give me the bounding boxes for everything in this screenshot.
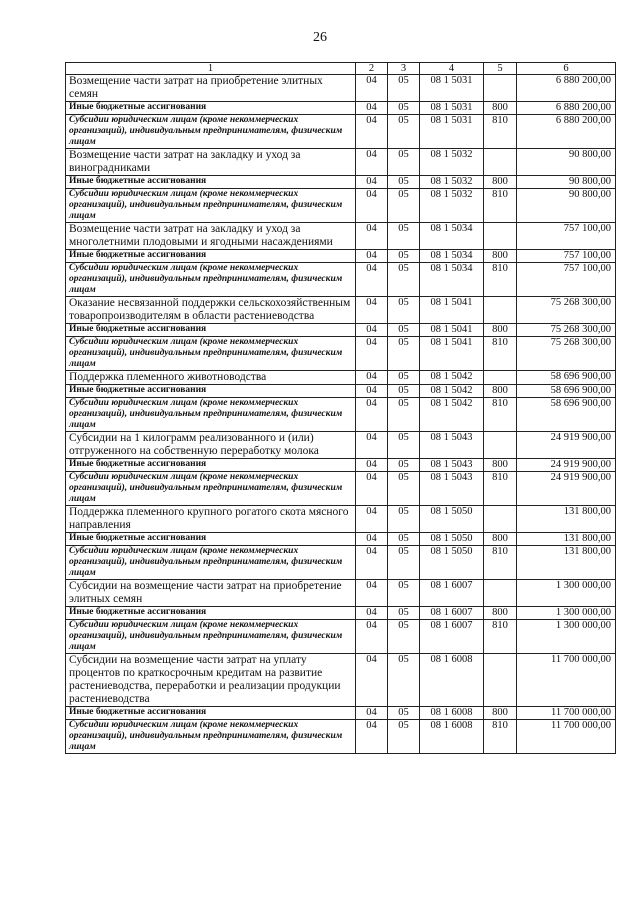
table-row: [66, 385, 616, 398]
table-row: [66, 607, 616, 620]
row-target-item-cell: 08 1 5031: [420, 75, 484, 102]
row-amount-cell: 757 100,00: [517, 223, 616, 250]
row-target-item-cell: 08 1 5042: [420, 398, 484, 432]
row-amount-cell: 24 919 900,00: [517, 459, 616, 472]
table-row: [66, 263, 616, 297]
row-target-item-cell: 08 1 6008: [420, 707, 484, 720]
row-section-cell: 04: [356, 176, 388, 189]
row-expense-type-cell: 810: [484, 720, 517, 754]
col-header-6: 6: [517, 63, 616, 75]
row-target-item-cell: 08 1 5050: [420, 546, 484, 580]
row-subsection-cell: 05: [388, 263, 420, 297]
row-subsection-cell: 05: [388, 385, 420, 398]
row-expense-type-cell: 810: [484, 189, 517, 223]
table-row: [66, 75, 616, 102]
row-amount-cell: 75 268 300,00: [517, 324, 616, 337]
row-target-item-cell: 08 1 5050: [420, 533, 484, 546]
row-expense-type-cell: 800: [484, 459, 517, 472]
table-row: [66, 533, 616, 546]
row-amount-cell: 58 696 900,00: [517, 371, 616, 385]
row-section-cell: 04: [356, 102, 388, 115]
row-amount-cell: 11 700 000,00: [517, 720, 616, 754]
row-name-cell: Субсидии юридическим лицам (кроме некоммерческих организаций), индивидуальным предпринимателям, физическим лицам: [66, 720, 356, 754]
col-header-4: 4: [420, 63, 484, 75]
table-row: [66, 371, 616, 385]
row-subsection-cell: 05: [388, 223, 420, 250]
row-subsection-cell: 05: [388, 620, 420, 654]
table-row: [66, 654, 616, 707]
row-subsection-cell: 05: [388, 607, 420, 620]
table-row: [66, 324, 616, 337]
row-target-item-cell: 08 1 5032: [420, 189, 484, 223]
row-amount-cell: 58 696 900,00: [517, 398, 616, 432]
row-name-cell: Субсидии юридическим лицам (кроме некоммерческих организаций), индивидуальным предпринимателям, физическим лицам: [66, 546, 356, 580]
row-expense-type-cell: 800: [484, 250, 517, 263]
row-expense-type-cell: 810: [484, 263, 517, 297]
row-target-item-cell: 08 1 5032: [420, 149, 484, 176]
row-section-cell: 04: [356, 580, 388, 607]
row-section-cell: 04: [356, 506, 388, 533]
row-amount-cell: 1 300 000,00: [517, 607, 616, 620]
row-subsection-cell: 05: [388, 324, 420, 337]
row-name-cell: Возмещение части затрат на закладку и уход за виноградниками: [66, 149, 356, 176]
row-expense-type-cell: [484, 371, 517, 385]
row-subsection-cell: 05: [388, 75, 420, 102]
row-name-cell: Субсидии на возмещение части затрат на приобретение элитных семян: [66, 580, 356, 607]
row-section-cell: 04: [356, 385, 388, 398]
row-name-cell: Иные бюджетные ассигнования: [66, 607, 356, 620]
row-amount-cell: 24 919 900,00: [517, 432, 616, 459]
row-amount-cell: 757 100,00: [517, 263, 616, 297]
row-target-item-cell: 08 1 6008: [420, 720, 484, 754]
row-name-cell: Субсидии на возмещение части затрат на уплату процентов по краткосрочным кредитам на развитие растениеводства, переработки и реализации продукции растениеводства: [66, 654, 356, 707]
row-amount-cell: 131 800,00: [517, 533, 616, 546]
row-section-cell: 04: [356, 607, 388, 620]
row-target-item-cell: 08 1 5050: [420, 506, 484, 533]
table-row: [66, 189, 616, 223]
row-subsection-cell: 05: [388, 149, 420, 176]
row-expense-type-cell: [484, 149, 517, 176]
row-target-item-cell: 08 1 5043: [420, 472, 484, 506]
row-target-item-cell: 08 1 5043: [420, 459, 484, 472]
row-section-cell: 04: [356, 189, 388, 223]
row-expense-type-cell: 810: [484, 620, 517, 654]
row-expense-type-cell: 800: [484, 176, 517, 189]
col-header-3: 3: [388, 63, 420, 75]
row-amount-cell: 6 880 200,00: [517, 115, 616, 149]
row-section-cell: 04: [356, 459, 388, 472]
row-subsection-cell: 05: [388, 189, 420, 223]
table-row: [66, 459, 616, 472]
row-amount-cell: 90 800,00: [517, 189, 616, 223]
row-name-cell: Субсидии юридическим лицам (кроме некоммерческих организаций), индивидуальным предпринимателям, физическим лицам: [66, 472, 356, 506]
row-subsection-cell: 05: [388, 459, 420, 472]
row-target-item-cell: 08 1 5041: [420, 337, 484, 371]
row-amount-cell: 75 268 300,00: [517, 297, 616, 324]
row-amount-cell: 1 300 000,00: [517, 580, 616, 607]
row-section-cell: 04: [356, 115, 388, 149]
row-amount-cell: 131 800,00: [517, 506, 616, 533]
row-section-cell: 04: [356, 324, 388, 337]
row-target-item-cell: 08 1 5041: [420, 324, 484, 337]
row-expense-type-cell: [484, 580, 517, 607]
row-target-item-cell: 08 1 5032: [420, 176, 484, 189]
row-target-item-cell: 08 1 5034: [420, 250, 484, 263]
table-row: [66, 337, 616, 371]
row-expense-type-cell: [484, 654, 517, 707]
row-expense-type-cell: [484, 297, 517, 324]
row-name-cell: Иные бюджетные ассигнования: [66, 459, 356, 472]
table-row: [66, 506, 616, 533]
row-amount-cell: 757 100,00: [517, 250, 616, 263]
row-subsection-cell: 05: [388, 250, 420, 263]
table-row: [66, 432, 616, 459]
row-name-cell: Иные бюджетные ассигнования: [66, 533, 356, 546]
row-section-cell: 04: [356, 263, 388, 297]
row-subsection-cell: 05: [388, 297, 420, 324]
table-row: [66, 149, 616, 176]
row-expense-type-cell: 800: [484, 607, 517, 620]
row-expense-type-cell: 800: [484, 324, 517, 337]
row-amount-cell: 11 700 000,00: [517, 654, 616, 707]
row-subsection-cell: 05: [388, 176, 420, 189]
row-subsection-cell: 05: [388, 654, 420, 707]
table-row: [66, 398, 616, 432]
row-amount-cell: 24 919 900,00: [517, 472, 616, 506]
row-expense-type-cell: 810: [484, 546, 517, 580]
row-target-item-cell: 08 1 5034: [420, 263, 484, 297]
row-section-cell: 04: [356, 223, 388, 250]
table-row: [66, 297, 616, 324]
row-section-cell: 04: [356, 654, 388, 707]
row-target-item-cell: 08 1 5031: [420, 102, 484, 115]
row-name-cell: Субсидии юридическим лицам (кроме некоммерческих организаций), индивидуальным предпринимателям, физическим лицам: [66, 398, 356, 432]
row-section-cell: 04: [356, 371, 388, 385]
row-target-item-cell: 08 1 5031: [420, 115, 484, 149]
row-section-cell: 04: [356, 533, 388, 546]
row-section-cell: 04: [356, 297, 388, 324]
row-name-cell: Субсидии юридическим лицам (кроме некоммерческих организаций), индивидуальным предпринимателям, физическим лицам: [66, 189, 356, 223]
row-name-cell: Субсидии на 1 килограмм реализованного и (или) отгруженного на собственную переработку молока: [66, 432, 356, 459]
row-expense-type-cell: 810: [484, 472, 517, 506]
row-section-cell: 04: [356, 546, 388, 580]
row-name-cell: Иные бюджетные ассигнования: [66, 250, 356, 263]
row-expense-type-cell: [484, 506, 517, 533]
row-section-cell: 04: [356, 720, 388, 754]
row-subsection-cell: 05: [388, 707, 420, 720]
row-name-cell: Иные бюджетные ассигнования: [66, 176, 356, 189]
row-name-cell: Оказание несвязанной поддержки сельскохозяйственным товаропроизводителям в области растениеводства: [66, 297, 356, 324]
row-expense-type-cell: [484, 75, 517, 102]
row-subsection-cell: 05: [388, 720, 420, 754]
row-amount-cell: 131 800,00: [517, 546, 616, 580]
row-expense-type-cell: [484, 223, 517, 250]
table-row: [66, 720, 616, 754]
row-subsection-cell: 05: [388, 398, 420, 432]
row-section-cell: 04: [356, 472, 388, 506]
table-row: [66, 102, 616, 115]
table-row: [66, 580, 616, 607]
row-name-cell: Иные бюджетные ассигнования: [66, 385, 356, 398]
row-target-item-cell: 08 1 5041: [420, 297, 484, 324]
table-row: [66, 707, 616, 720]
row-name-cell: Субсидии юридическим лицам (кроме некоммерческих организаций), индивидуальным предпринимателям, физическим лицам: [66, 620, 356, 654]
row-target-item-cell: 08 1 6007: [420, 620, 484, 654]
table-row: [66, 250, 616, 263]
row-section-cell: 04: [356, 398, 388, 432]
row-expense-type-cell: 800: [484, 102, 517, 115]
row-name-cell: Иные бюджетные ассигнования: [66, 102, 356, 115]
row-name-cell: Субсидии юридическим лицам (кроме некоммерческих организаций), индивидуальным предпринимателям, физическим лицам: [66, 263, 356, 297]
row-target-item-cell: 08 1 5034: [420, 223, 484, 250]
table-row: [66, 223, 616, 250]
row-name-cell: Возмещение части затрат на приобретение элитных семян: [66, 75, 356, 102]
row-name-cell: Субсидии юридическим лицам (кроме некоммерческих организаций), индивидуальным предпринимателям, физическим лицам: [66, 337, 356, 371]
col-header-5: 5: [484, 63, 517, 75]
table-row: [66, 472, 616, 506]
row-subsection-cell: 05: [388, 337, 420, 371]
table-body: [66, 75, 616, 754]
row-section-cell: 04: [356, 707, 388, 720]
row-name-cell: Иные бюджетные ассигнования: [66, 707, 356, 720]
col-header-2: 2: [356, 63, 388, 75]
row-name-cell: Поддержка племенного крупного рогатого скота мясного направления: [66, 506, 356, 533]
row-subsection-cell: 05: [388, 533, 420, 546]
row-target-item-cell: 08 1 6007: [420, 580, 484, 607]
table-row: [66, 546, 616, 580]
row-name-cell: Иные бюджетные ассигнования: [66, 324, 356, 337]
row-subsection-cell: 05: [388, 371, 420, 385]
row-expense-type-cell: 800: [484, 533, 517, 546]
row-amount-cell: 90 800,00: [517, 176, 616, 189]
row-target-item-cell: 08 1 6007: [420, 607, 484, 620]
row-name-cell: Возмещение части затрат на закладку и уход за многолетними плодовыми и ягодными насаждениями: [66, 223, 356, 250]
row-subsection-cell: 05: [388, 432, 420, 459]
row-expense-type-cell: 810: [484, 337, 517, 371]
row-name-cell: Субсидии юридическим лицам (кроме некоммерческих организаций), индивидуальным предпринимателям, физическим лицам: [66, 115, 356, 149]
row-subsection-cell: 05: [388, 580, 420, 607]
page-number: 26: [313, 30, 327, 45]
row-name-cell: Поддержка племенного животноводства: [66, 371, 356, 385]
budget-table: [65, 62, 616, 754]
table-row: [66, 115, 616, 149]
table-row: [66, 176, 616, 189]
row-section-cell: 04: [356, 250, 388, 263]
row-subsection-cell: 05: [388, 102, 420, 115]
row-section-cell: 04: [356, 620, 388, 654]
row-expense-type-cell: 800: [484, 707, 517, 720]
row-subsection-cell: 05: [388, 472, 420, 506]
row-expense-type-cell: 800: [484, 385, 517, 398]
table-row: [66, 620, 616, 654]
row-section-cell: 04: [356, 337, 388, 371]
row-section-cell: 04: [356, 432, 388, 459]
row-target-item-cell: 08 1 6008: [420, 654, 484, 707]
row-amount-cell: 58 696 900,00: [517, 385, 616, 398]
col-header-1: 1: [66, 63, 356, 75]
row-target-item-cell: 08 1 5042: [420, 371, 484, 385]
row-section-cell: 04: [356, 75, 388, 102]
row-amount-cell: 75 268 300,00: [517, 337, 616, 371]
row-amount-cell: 6 880 200,00: [517, 75, 616, 102]
row-amount-cell: 11 700 000,00: [517, 707, 616, 720]
row-expense-type-cell: [484, 432, 517, 459]
row-target-item-cell: 08 1 5043: [420, 432, 484, 459]
row-amount-cell: 6 880 200,00: [517, 102, 616, 115]
row-amount-cell: 1 300 000,00: [517, 620, 616, 654]
row-subsection-cell: 05: [388, 115, 420, 149]
row-section-cell: 04: [356, 149, 388, 176]
row-expense-type-cell: 810: [484, 398, 517, 432]
row-target-item-cell: 08 1 5042: [420, 385, 484, 398]
row-expense-type-cell: 810: [484, 115, 517, 149]
row-subsection-cell: 05: [388, 506, 420, 533]
row-subsection-cell: 05: [388, 546, 420, 580]
header-row: [66, 63, 616, 75]
row-amount-cell: 90 800,00: [517, 149, 616, 176]
